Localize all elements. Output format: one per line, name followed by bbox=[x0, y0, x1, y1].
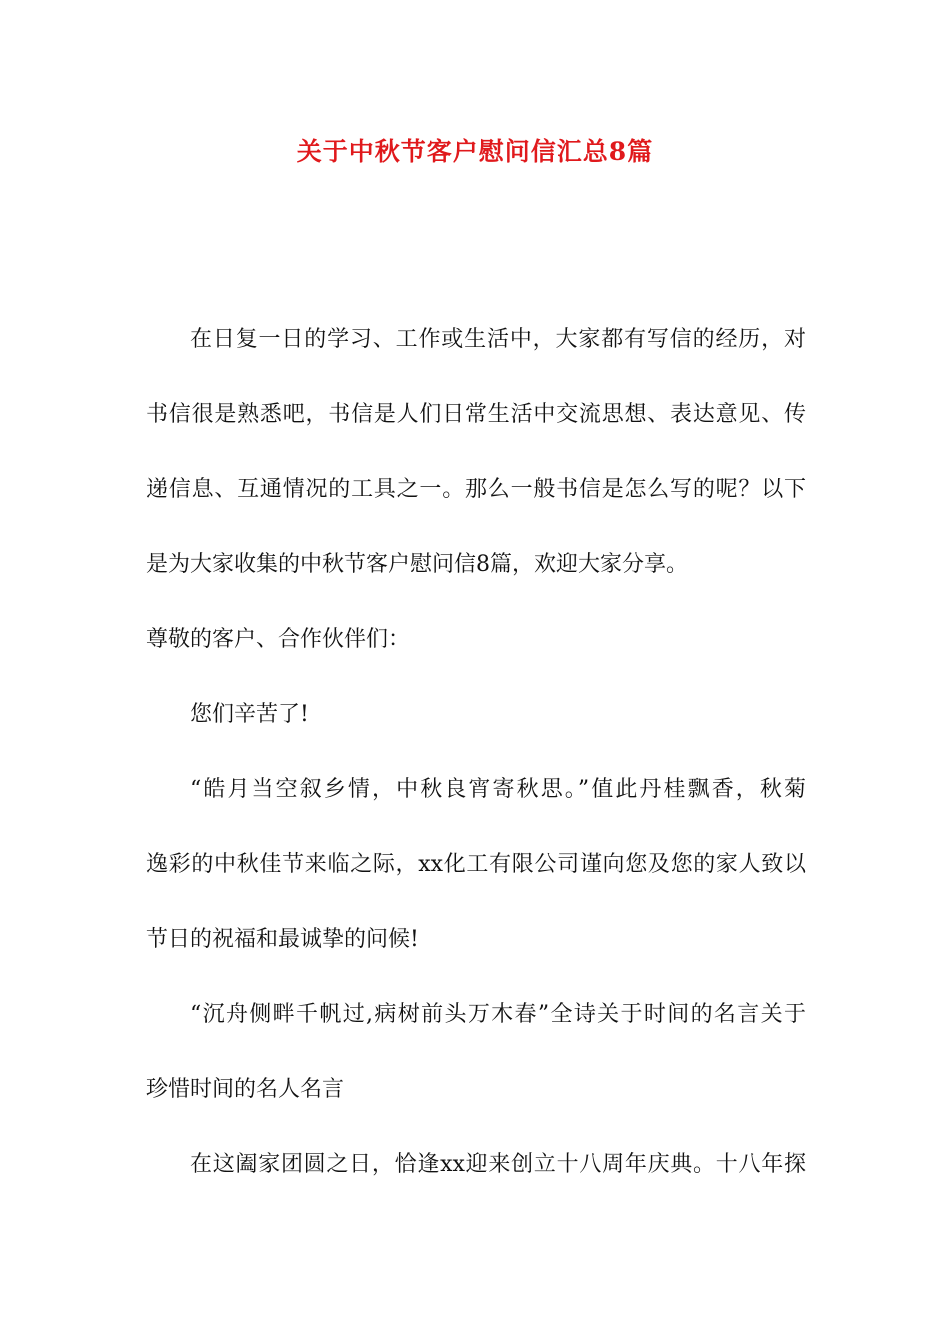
paragraph-line: 在这阖家团圆之日，恰逢xx迎来创立十八周年庆典。十八年探 bbox=[190, 1152, 806, 1177]
paragraph-line: 递信息、互通情况的工具之一。那么一般书信是怎么写的呢？以下 bbox=[146, 477, 806, 502]
paragraph-line: 是为大家收集的中秋节客户慰问信8篇，欢迎大家分享。 bbox=[146, 552, 688, 577]
paragraph-line: 逸彩的中秋佳节来临之际，xx化工有限公司谨向您及您的家人致以 bbox=[146, 852, 806, 877]
paragraph-line: 书信很是熟悉吧，书信是人们日常生活中交流思想、表达意见、传 bbox=[146, 402, 806, 427]
document-title: 关于中秋节客户慰问信汇总8篇 bbox=[296, 137, 654, 166]
paragraph-line: 在日复一日的学习、工作或生活中，大家都有写信的经历，对 bbox=[190, 327, 806, 352]
paragraph-line: 节日的祝福和最诚挚的问候! bbox=[146, 927, 419, 952]
paragraph-line: 珍惜时间的名人名言 bbox=[146, 1077, 345, 1102]
paragraph-line: “沉舟侧畔千帆过,病树前头万木春”全诗关于时间的名言关于 bbox=[190, 1002, 806, 1027]
paragraph-line: “皓月当空叙乡情，中秋良宵寄秋思。”值此丹桂飘香，秋菊 bbox=[190, 777, 806, 802]
salutation: 尊敬的客户、合作伙伴们： bbox=[146, 627, 411, 652]
greeting-line: 您们辛苦了! bbox=[190, 702, 309, 727]
